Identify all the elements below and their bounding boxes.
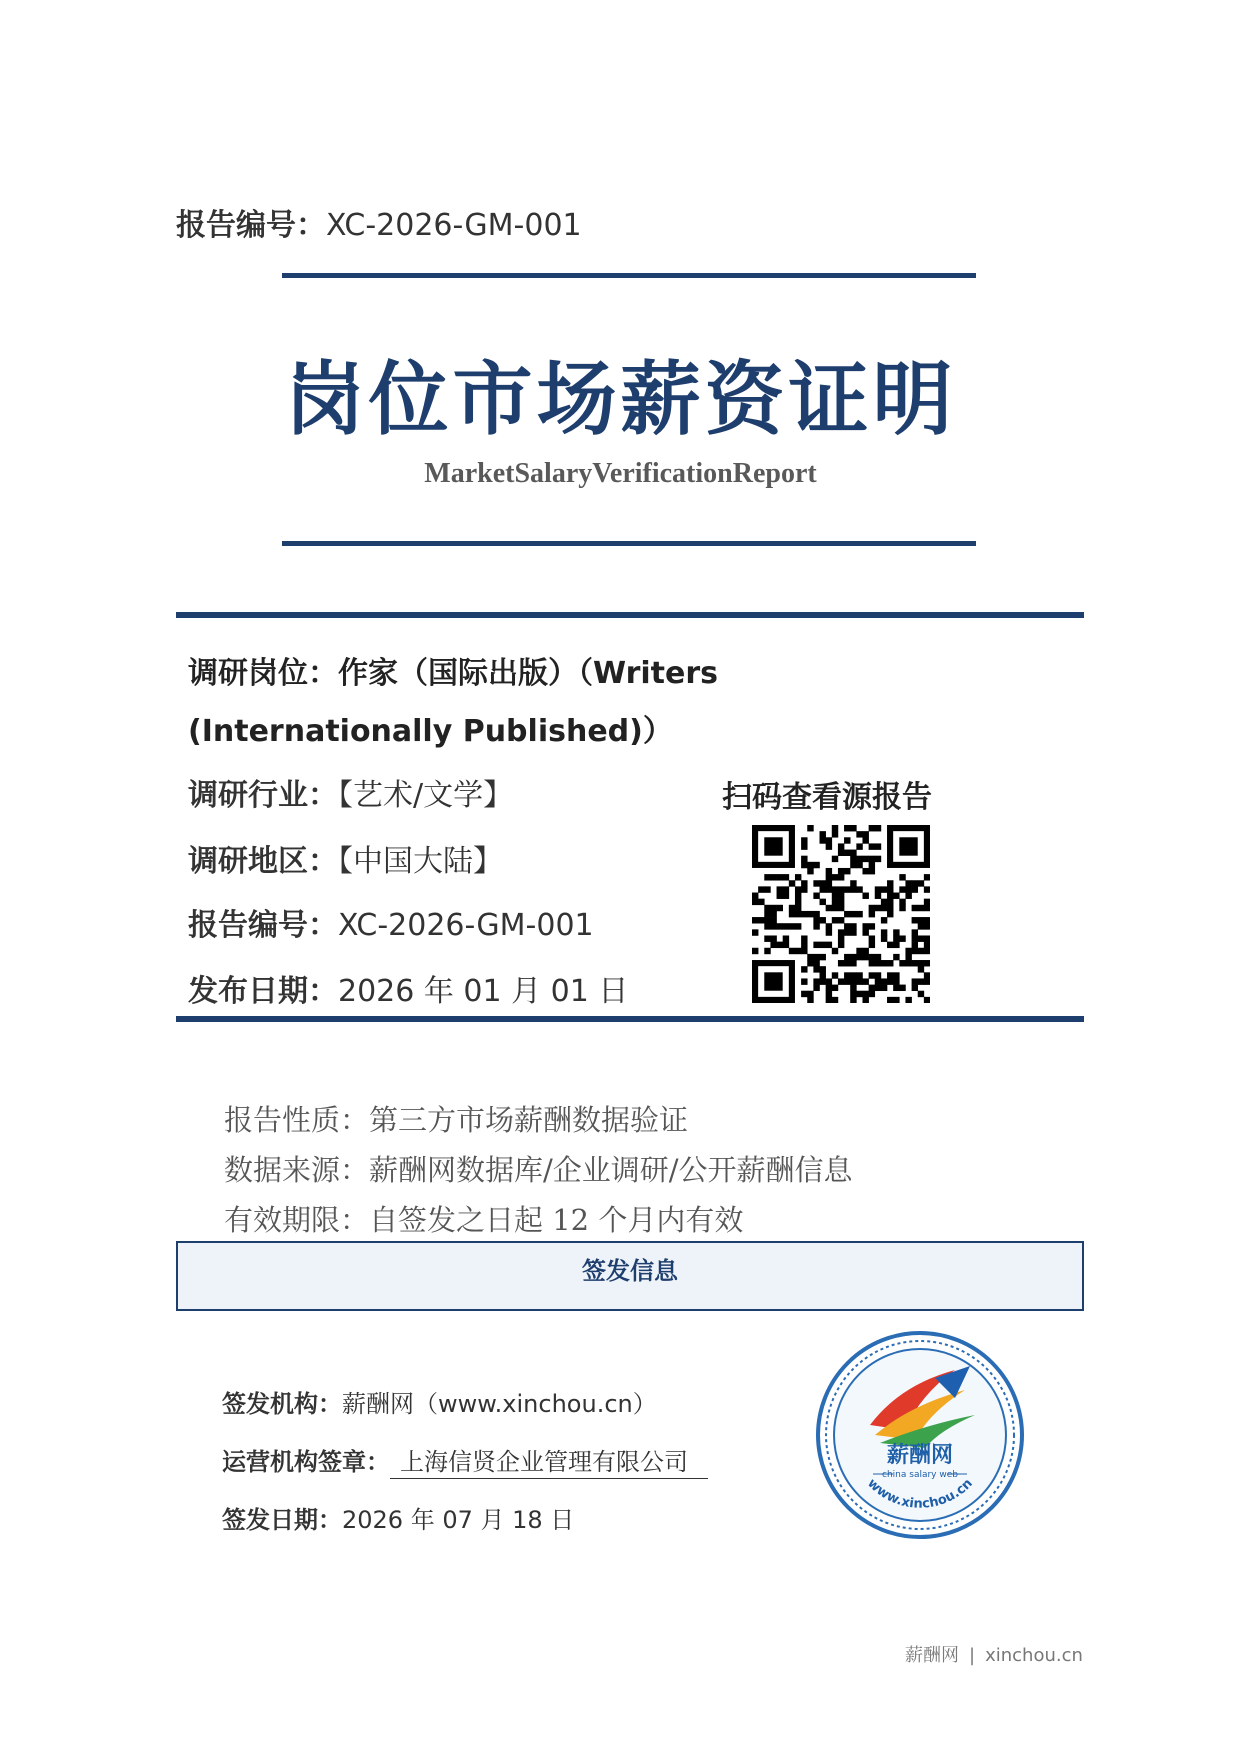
info-publish-date-value: 2026 年 01 月 01 日 <box>338 974 629 1009</box>
info-position-value: 作家（国际出版）（Writers (Internationally Published)） <box>188 656 718 749</box>
issue-operator-value: 上海信贤企业管理有限公司 <box>390 1448 708 1479</box>
seal-name: 薪酬网 <box>886 1443 954 1468</box>
info-industry-label: 调研行业： <box>188 778 338 813</box>
issue-operator <box>222 1442 708 1477</box>
info-report-number-label: 报告编号： <box>188 908 338 943</box>
info-bottom-rule <box>176 1016 1084 1022</box>
footer-separator: | <box>969 1645 976 1666</box>
info-position-label: 调研岗位： <box>188 656 338 691</box>
footer-brand: 薪酬网 <box>905 1645 959 1666</box>
title-top-rule <box>282 273 976 278</box>
info-report-number-value: XC-2026-GM-001 <box>338 908 594 943</box>
page-footer <box>905 1641 1083 1667</box>
info-region-value: 【中国大陆】 <box>338 844 503 879</box>
issue-info-box <box>176 1241 1084 1311</box>
info-industry <box>188 770 513 814</box>
info-publish-date <box>188 966 628 1010</box>
issue-org-label: 签发机构： <box>222 1390 342 1418</box>
meta-validity: 有效期限：自签发之日起 12 个月内有效 <box>224 1203 744 1237</box>
issue-date-value: 2026 年 07 月 18 日 <box>342 1506 575 1534</box>
seal-tagline: china salary web <box>882 1470 958 1480</box>
qr-caption: 扫码查看源报告 <box>722 780 932 815</box>
qr-code[interactable] <box>752 825 930 1003</box>
page-subtitle: MarketSalaryVerificationReport <box>424 458 817 489</box>
info-industry-value: 【艺术/文学】 <box>338 778 514 813</box>
page-title: 岗位市场薪资证明 <box>284 352 957 446</box>
meta-source: 数据来源：薪酬网数据库/企业调研/公开薪酬信息 <box>224 1153 853 1187</box>
issue-operator-label: 运营机构签章： <box>222 1448 390 1476</box>
seal-logo-icon <box>815 1330 1025 1540</box>
info-publish-date-label: 发布日期： <box>188 974 338 1009</box>
issue-org-value: 薪酬网（www.xinchou.cn） <box>342 1390 657 1418</box>
issue-date <box>222 1500 574 1535</box>
title-bottom-rule <box>282 541 976 546</box>
info-position <box>188 645 968 761</box>
header-report-number <box>176 200 582 244</box>
seal-url: www.xinchou.cn <box>864 1475 976 1512</box>
header-report-number-value: XC-2026-GM-001 <box>326 208 582 243</box>
info-top-rule <box>176 612 1084 618</box>
header-report-number-label: 报告编号： <box>176 208 326 243</box>
footer-site[interactable]: xinchou.cn <box>985 1645 1083 1666</box>
issue-date-label: 签发日期： <box>222 1506 342 1534</box>
issue-info-title: 签发信息 <box>582 1257 678 1285</box>
info-region-label: 调研地区： <box>188 844 338 879</box>
company-seal <box>815 1330 1025 1540</box>
qr-code-icon <box>752 825 930 1003</box>
info-report-number <box>188 900 594 944</box>
meta-nature: 报告性质：第三方市场薪酬数据验证 <box>224 1103 689 1137</box>
info-region <box>188 836 503 880</box>
issue-org <box>222 1384 657 1419</box>
